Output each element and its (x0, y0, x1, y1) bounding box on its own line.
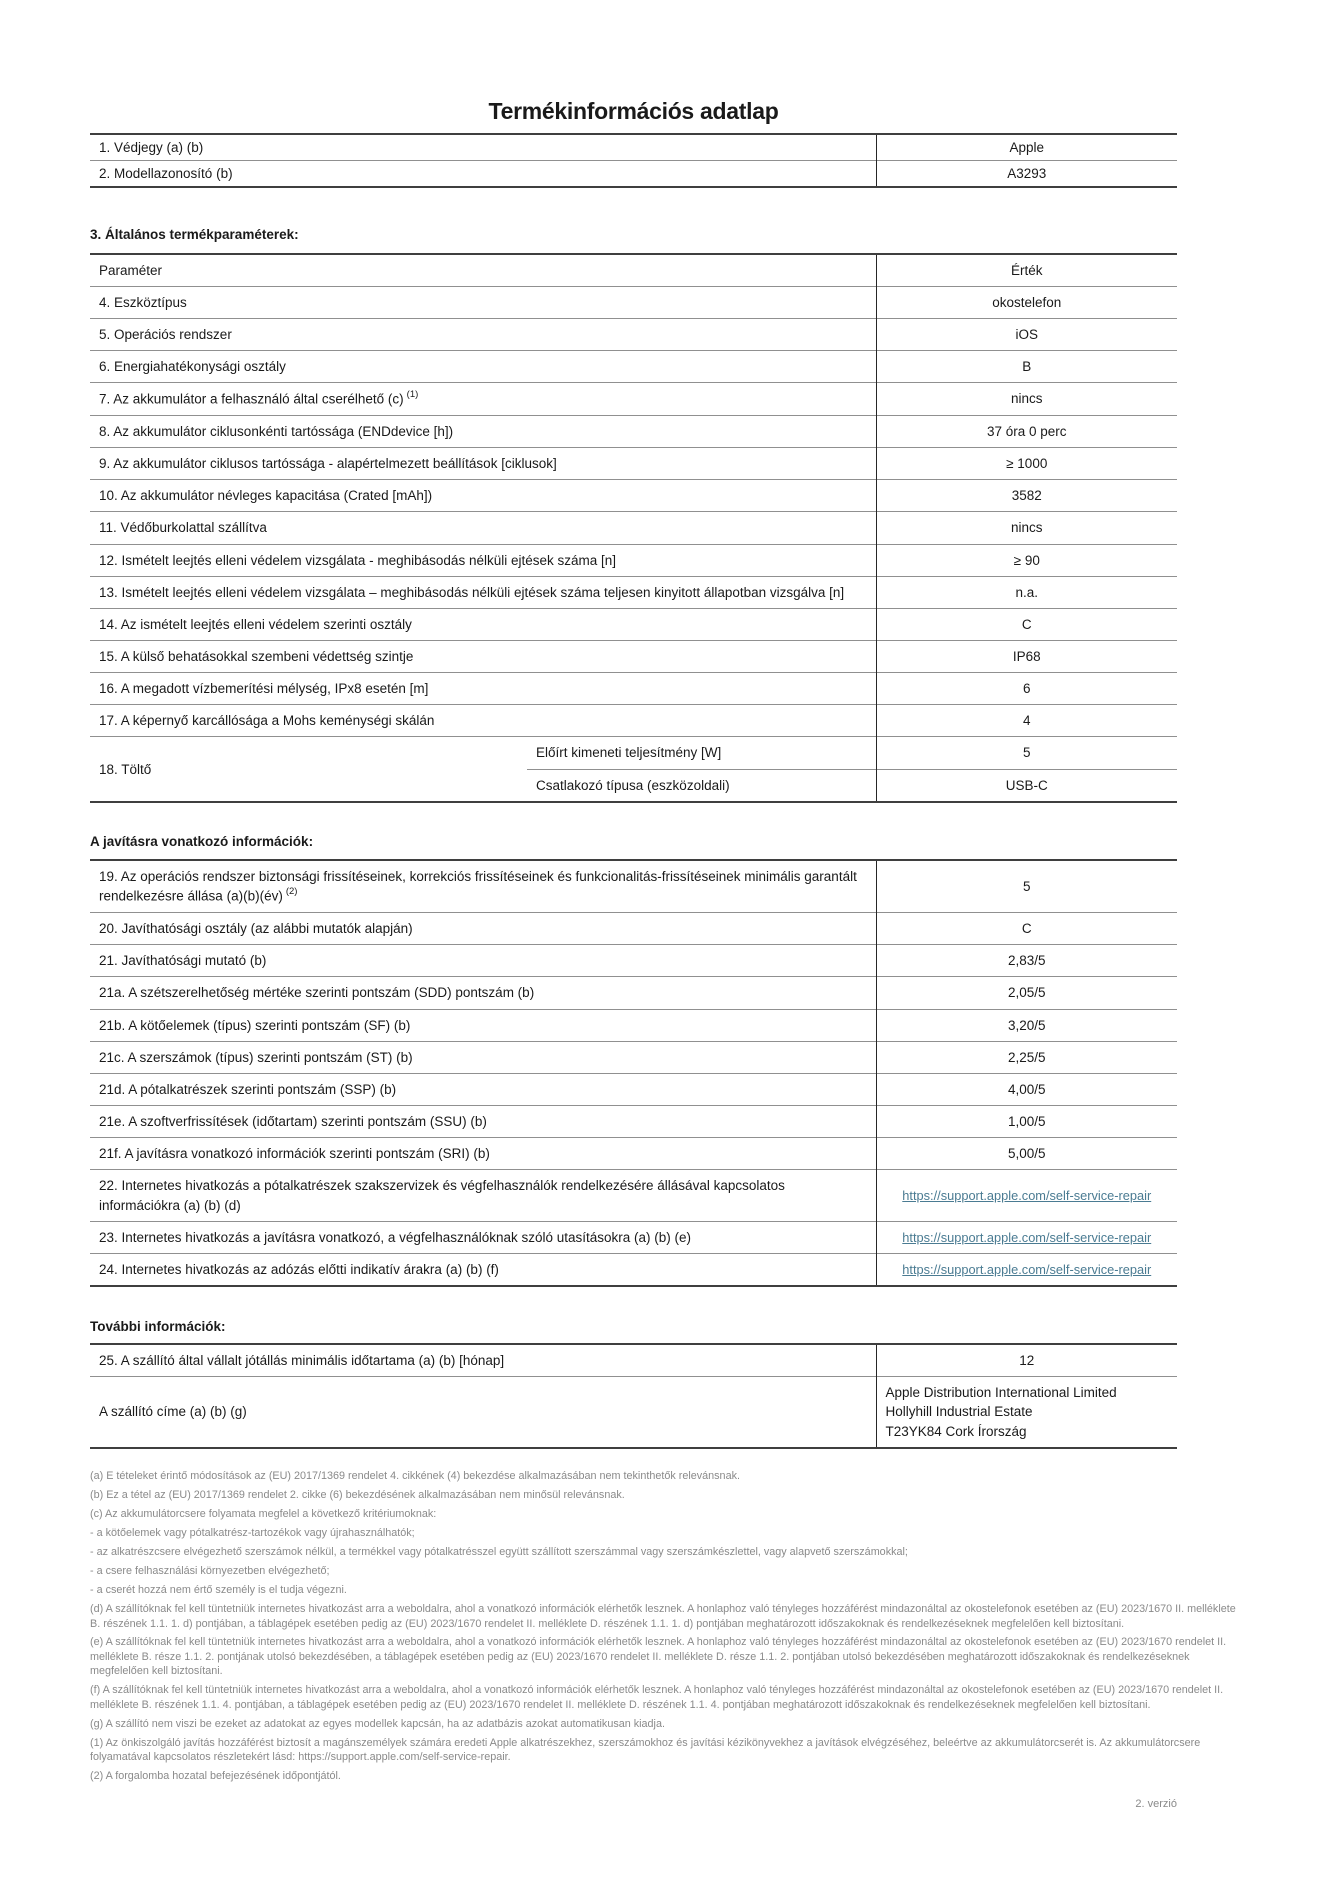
brand-table (90, 133, 1177, 188)
section-heading-general: 3. Általános termékparaméterek: (90, 227, 299, 243)
footnotes-block (90, 1469, 1242, 1783)
general-params-table (90, 253, 1177, 803)
column-header-value: Érték (876, 254, 1177, 287)
self-service-repair-link[interactable]: https://support.apple.com/self-service-repair (902, 1229, 1152, 1245)
table-header-row (90, 254, 1177, 287)
row-value: nincs (876, 383, 1177, 416)
row-value: 2,05/5 (876, 977, 1177, 1009)
footnote: (d) A szállítóknak fel kell tüntetniük internetes hivatkozást arra a weboldalra, ahol a vonatkozó információk elérhetők lesznek. A honlaphoz való tényleges hozzáférést mindazonáltal az okostelefonok esetében az (EU) 2023/1670 II. melléklete B. részének 1.1. 1. d) pontjában, a táblagépek esetében pedig az (EU) 2023/1670 rendelet II. melléklete D. részének 1.1. 1. d) pontjában meghatározott időszakoknak és rendelkezéseknek megfelelően kell biztosítani. (90, 1603, 1236, 1630)
row-value: ≥ 1000 (876, 448, 1177, 480)
footnote: (g) A szállító nem viszi be ezeket az adatokat az egyes modellek kapcsán, ha az adatbázis azokat automatikusan kiadja. (90, 1717, 665, 1730)
row-value: 3,20/5 (876, 1009, 1177, 1041)
table-row (90, 480, 1177, 512)
row-value: 5,00/5 (876, 1138, 1177, 1170)
row-sublabel: Csatlakozó típusa (eszközoldali) (527, 769, 876, 802)
table-row (90, 544, 1177, 576)
row-label: 15. A külső behatásokkal szembeni védettség szintje (90, 640, 876, 672)
footnote: (c) Az akkumulátorcsere folyamata megfelel a következő kritériumoknak: (90, 1508, 437, 1521)
row-value: IP68 (876, 640, 1177, 672)
table-row (90, 448, 1177, 480)
row-value: 37 óra 0 perc (876, 415, 1177, 447)
table-row (90, 351, 1177, 383)
table-row (90, 415, 1177, 447)
table-row (90, 1253, 1177, 1286)
row-label: 12. Ismételt leejtés elleni védelem vizsgálata - meghibásodás nélküli ejtések száma [n] (90, 544, 876, 576)
row-label: 21d. A pótalkatrészek szerinti pontszám (SSP) (b) (90, 1073, 876, 1105)
row-label: 17. A képernyő karcállósága a Mohs keménységi skálán (90, 705, 876, 737)
table-row (90, 576, 1177, 608)
page-title: Termékinformációs adatlap (488, 98, 779, 124)
table-row (90, 1041, 1177, 1073)
row-label: 18. Töltő (90, 737, 527, 802)
row-value (876, 1221, 1177, 1253)
row-label: 14. Az ismételt leejtés elleni védelem szerinti osztály (90, 608, 876, 640)
row-label: 8. Az akkumulátor ciklusonkénti tartóssága (ENDdevice [h]) (90, 415, 876, 447)
table-row (90, 913, 1177, 945)
table-row (90, 1344, 1177, 1377)
footnote: - a csere felhasználási környezetben elvégezhető; (90, 1565, 330, 1578)
footnote: (f) A szállítóknak fel kell tüntetniük internetes hivatkozást arra a weboldalra, ahol a vonatkozó információk elérhetők lesznek. A honlaphoz való tényleges hozzáférést mindazonáltal az okostelefonok esetében az (EU) 2023/1670 rendelet II. melléklete B. részének 1.1. 4. pontjában, a táblagépek esetében pedig az (EU) 2023/1670 rendelet II. melléklete D. részének 1.1. 4. pontjában meghatározott időszakoknak és rendelkezéseknek megfelelően kell biztosítani. (90, 1684, 1224, 1711)
row-value: 6 (876, 673, 1177, 705)
row-value: C (876, 913, 1177, 945)
row-label: 19. Az operációs rendszer biztonsági frissítéseinek, korrekciós frissítéseinek és funkcionalitás-frissítéseinek minimális garantált rendelkezésre állása (a)(b)(év) $^{(2)}$ (90, 860, 876, 912)
row-value (876, 1170, 1177, 1221)
footnote-ref: (2) (285, 886, 298, 898)
row-value: 2,25/5 (876, 1041, 1177, 1073)
table-row (90, 1106, 1177, 1138)
table-row (90, 318, 1177, 350)
footnote: (e) A szállítóknak fel kell tüntetniük internetes hivatkozást arra a weboldalra, ahol a vonatkozó információk elérhetők lesznek. A honlaphoz való tényleges hozzáférést mindazonáltal az okostelefonok esetében az (EU) 2023/1670 rendelet II. melléklete B. része 1.1. 2. pontjának utolsó bekezdésében, a táblagépek esetében pedig az (EU) 2023/1670 rendelet II. melléklete D. része 1.1. 2. pontjában utolsó bekezdésében meghatározott időszakoknak és rendelkezéseknek megfelelően kell biztosítani. (90, 1636, 1227, 1678)
row-value: C (876, 608, 1177, 640)
row-label: 5. Operációs rendszer (90, 318, 876, 350)
row-label: 22. Internetes hivatkozás a pótalkatrészek szakszervizek és végfelhasználók rendelkezésére állásával kapcsolatos információkra (a) (b) (d) (90, 1170, 876, 1221)
footnote: - a cserét hozzá nem értő személy is el tudja végezni. (90, 1584, 347, 1597)
row-value: 4 (876, 705, 1177, 737)
self-service-repair-link[interactable]: https://support.apple.com/self-service-repair (902, 1187, 1152, 1203)
row-value: ≥ 90 (876, 544, 1177, 576)
row-value: A3293 (876, 160, 1177, 187)
table-row (90, 160, 1177, 187)
table-row (90, 860, 1177, 912)
row-value: n.a. (876, 576, 1177, 608)
version-label: 2. verzió (1135, 1797, 1177, 1810)
footnote: (2) A forgalomba hozatal befejezésének időpontjától. (90, 1770, 341, 1783)
row-label: 25. A szállító által vállalt jótállás minimális időtartama (a) (b) [hónap] (90, 1344, 876, 1377)
table-row (90, 673, 1177, 705)
row-value: 5 (876, 737, 1177, 769)
supplier-address (876, 1376, 1177, 1448)
column-header-parameter: Paraméter (90, 254, 876, 287)
table-row (90, 1009, 1177, 1041)
row-value (876, 1253, 1177, 1286)
row-value: 1,00/5 (876, 1106, 1177, 1138)
footnote: - az alkatrészcsere elvégezhető szerszámok nélkül, a termékkel vagy pótalkatrésszel együtt szállított szerszámmal vagy szerszámkészlettel, vagy alapvető szerszámokkal; (90, 1546, 908, 1559)
row-label: 9. Az akkumulátor ciklusos tartóssága - alapértelmezett beállítások [ciklusok] (90, 448, 876, 480)
table-row (90, 286, 1177, 318)
repair-info-table (90, 859, 1177, 1287)
section-heading-additional: További információk: (90, 1319, 226, 1334)
address-line: T23YK84 Cork Írország (885, 1423, 1027, 1439)
row-label: 21. Javíthatósági mutató (b) (90, 945, 876, 977)
row-value: 12 (876, 1344, 1177, 1377)
row-label: 11. Védőburkolattal szállítva (90, 512, 876, 544)
table-row (90, 640, 1177, 672)
footnote-ref: (1) (406, 389, 419, 401)
row-label: 1. Védjegy (a) (b) (90, 134, 876, 161)
footnote: (a) E tételeket érintő módosítások az (EU) 2017/1369 rendelet 4. cikkének (4) bekezdése alkalmazásában nem tekinthetők relevánsnak. (90, 1470, 740, 1483)
row-value: 3582 (876, 480, 1177, 512)
row-label: 6. Energiahatékonysági osztály (90, 351, 876, 383)
table-row-charger (90, 737, 1177, 769)
row-value: 4,00/5 (876, 1073, 1177, 1105)
row-label: 21a. A szétszerelhetőség mértéke szerinti pontszám (SDD) pontszám (b) (90, 977, 876, 1009)
footnote: (1) Az önkiszolgáló javítás hozzáférést biztosít a magánszemélyek számára eredeti Apple alkatrészekhez, szerszámokhoz és javítási kézikönyvekhez a javítások elvégzéséhez, beleértve az akkumulátorcserét is. Az akkumulátorcsere folyamatával kapcsolatos részletekért lásd: https://support.apple.com/self-service-repair. (90, 1736, 1201, 1764)
address-line: Hollyhill Industrial Estate (885, 1404, 1033, 1420)
table-row (90, 945, 1177, 977)
row-value: USB-C (876, 769, 1177, 802)
row-label: 21c. A szerszámok (típus) szerinti pontszám (ST) (b) (90, 1041, 876, 1073)
row-label: 10. Az akkumulátor névleges kapacitása (Crated [mAh]) (90, 480, 876, 512)
row-value: iOS (876, 318, 1177, 350)
table-row (90, 1376, 1177, 1448)
row-label: 21f. A javításra vonatkozó információk szerinti pontszám (SRI) (b) (90, 1138, 876, 1170)
table-row (90, 512, 1177, 544)
footnote: - a kötőelemek vagy pótalkatrész-tartozékok vagy újrahasználhatók; (90, 1527, 415, 1540)
row-label: 21b. A kötőelemek (típus) szerinti pontszám (SF) (b) (90, 1009, 876, 1041)
row-label: 16. A megadott vízbemerítési mélység, IPx8 esetén [m] (90, 673, 876, 705)
row-label: 7. Az akkumulátor a felhasználó által cserélhető (c) $^{(1)}$ (90, 383, 876, 416)
row-value: 2,83/5 (876, 945, 1177, 977)
table-row (90, 705, 1177, 737)
row-label: 24. Internetes hivatkozás az adózás előtti indikatív árakra (a) (b) (f) (90, 1253, 876, 1286)
row-label: 21e. A szoftverfrissítések (időtartam) szerinti pontszám (SSU) (b) (90, 1106, 876, 1138)
self-service-repair-link[interactable]: https://support.apple.com/self-service-repair (902, 1261, 1152, 1277)
table-row (90, 134, 1177, 161)
address-line: Apple Distribution International Limited (885, 1384, 1117, 1400)
table-row (90, 608, 1177, 640)
row-value: okostelefon (876, 286, 1177, 318)
row-label: 2. Modellazonosító (b) (90, 160, 876, 187)
row-value: Apple (876, 134, 1177, 161)
table-row (90, 383, 1177, 416)
table-row (90, 1170, 1177, 1221)
row-value: B (876, 351, 1177, 383)
row-sublabel: Előírt kimeneti teljesítmény [W] (527, 737, 876, 769)
table-row (90, 1073, 1177, 1105)
row-value: 5 (876, 860, 1177, 912)
table-row (90, 977, 1177, 1009)
row-label: 13. Ismételt leejtés elleni védelem vizsgálata – meghibásodás nélküli ejtések száma teljesen kinyitott állapotban vizsgálva [n] (90, 576, 876, 608)
table-row (90, 1221, 1177, 1253)
row-label: 23. Internetes hivatkozás a javításra vonatkozó, a végfelhasználóknak szóló utasításokra (a) (b) (e) (90, 1221, 876, 1253)
footnote: (b) Ez a tétel az (EU) 2017/1369 rendelet 2. cikke (6) bekezdésének alkalmazásában nem minősül relevánsnak. (90, 1489, 625, 1502)
row-label: 20. Javíthatósági osztály (az alábbi mutatók alapján) (90, 913, 876, 945)
row-label: 4. Eszköztípus (90, 286, 876, 318)
row-label: A szállító címe (a) (b) (g) (90, 1376, 876, 1448)
section-heading-repair: A javításra vonatkozó információk: (90, 833, 314, 849)
additional-info-table (90, 1343, 1177, 1450)
row-value: nincs (876, 512, 1177, 544)
table-row (90, 1138, 1177, 1170)
